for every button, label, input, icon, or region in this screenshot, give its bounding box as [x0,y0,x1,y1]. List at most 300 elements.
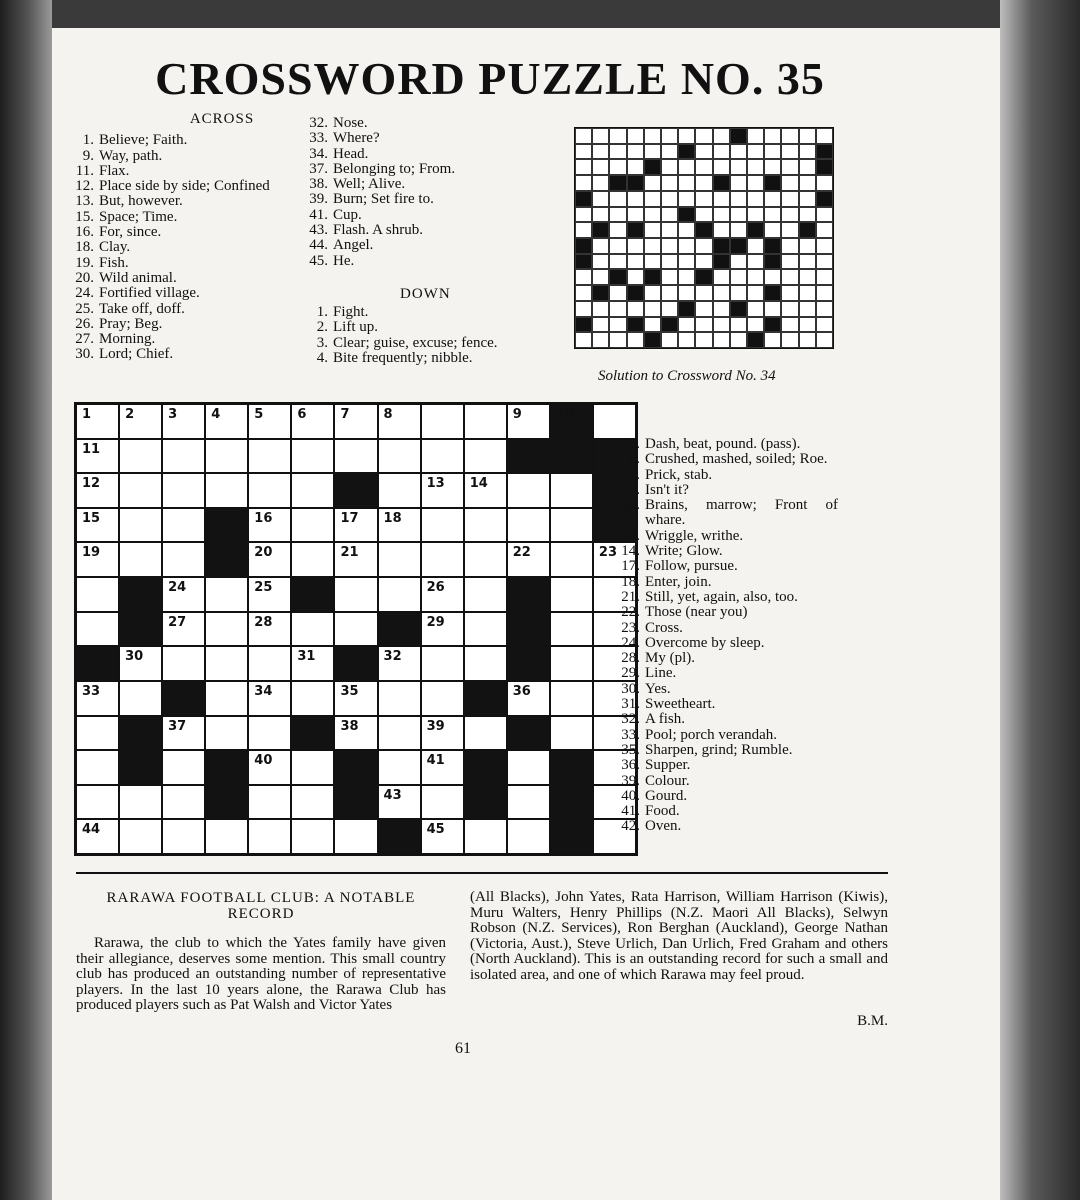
solution-cell [781,285,798,301]
grid-clue-number: 9 [512,407,522,422]
clue-text: Oven. [645,818,682,835]
solution-cell [609,159,626,175]
grid-cell[interactable] [464,577,507,612]
clue-item [618,682,838,697]
grid-cell[interactable] [464,404,507,439]
solution-cell [764,191,781,207]
grid-cell[interactable] [248,404,291,439]
solution-cell [678,269,695,285]
solution-cell-black [764,175,781,191]
grid-cell-black [205,542,248,577]
grid-cell[interactable] [248,439,291,474]
grid-clue-number: 37 [168,718,187,734]
grid-cell[interactable] [248,681,291,716]
grid-cell[interactable] [291,819,334,854]
across-clues-continued [306,116,546,269]
solution-cell [592,254,609,270]
grid-cell[interactable] [291,681,334,716]
grid-cell[interactable] [76,542,119,577]
grid-cell[interactable] [119,819,162,854]
grid-cell[interactable] [464,819,507,854]
grid-clue-number: 8 [383,407,393,422]
grid-cell[interactable] [334,819,377,854]
solution-cell [730,285,747,301]
solution-cell [695,175,712,191]
clue-text: Way, path. [99,147,163,164]
solution-cell [678,254,695,270]
grid-cell[interactable] [378,750,421,785]
grid-cell[interactable] [119,508,162,543]
clue-number: 13. [75,193,94,210]
grid-cell[interactable] [378,439,421,474]
grid-cell[interactable] [119,404,162,439]
clue-item [618,712,838,727]
solution-cell [730,175,747,191]
solution-cell [695,301,712,317]
solution-cell-black [695,222,712,238]
clue-number: 39. [309,191,328,208]
grid-cell[interactable] [76,612,119,647]
grid-cell[interactable] [378,508,421,543]
solution-cell-black [644,332,661,348]
solution-cell [799,254,816,270]
solution-cell [764,144,781,160]
grid-cell[interactable] [507,681,550,716]
grid-cell[interactable] [205,819,248,854]
grid-cell[interactable] [421,646,464,681]
grid-cell[interactable] [421,612,464,647]
clue-item [618,804,838,819]
solution-cell [575,285,592,301]
solution-cell-black [713,175,730,191]
clue-text: Place side by side; Confined [99,178,270,195]
grid-clue-number: 24 [168,580,187,596]
clue-number: 39. [621,772,640,789]
grid-cell[interactable] [507,819,550,854]
grid-cell[interactable] [76,819,119,854]
solution-cell-black [816,144,833,160]
solution-cell [678,175,695,191]
grid-cell[interactable] [205,473,248,508]
clue-text: Crushed, mashed, soiled; Roe. [645,451,828,468]
grid-cell[interactable] [378,473,421,508]
grid-cell-black [550,404,593,439]
grid-cell[interactable] [291,750,334,785]
solution-cell [627,144,644,160]
grid-cell[interactable] [76,716,119,751]
grid-cell-black [119,612,162,647]
grid-cell[interactable] [334,542,377,577]
solution-cell [730,191,747,207]
grid-cell[interactable] [248,508,291,543]
scan-left-edge [0,0,52,1200]
grid-cell-black [334,646,377,681]
grid-cell[interactable] [76,508,119,543]
solution-cell [799,238,816,254]
grid-cell[interactable] [119,785,162,820]
clue-number: 19. [75,254,94,271]
clue-item [306,336,556,351]
grid-clue-number: 30 [125,649,144,665]
solution-cell [781,222,798,238]
solution-cell [627,254,644,270]
grid-clue-number: 43 [383,787,402,803]
grid-cell-black [334,473,377,508]
grid-cell-black [119,750,162,785]
solution-cell [592,144,609,160]
grid-cell[interactable] [334,612,377,647]
grid-clue-number: 36 [512,683,531,699]
article-heading: RARAWA FOOTBALL CLUB: A NOTABLE RECORD [106,890,416,922]
clue-number: 1. [316,304,328,320]
solution-cell [627,332,644,348]
clue-text: Prick, stab. [645,466,713,483]
grid-cell[interactable] [205,716,248,751]
clue-number: 3. [316,334,328,351]
grid-clue-number: 18 [383,510,402,526]
solution-cell [747,301,764,317]
grid-cell[interactable] [464,612,507,647]
solution-cell [609,238,626,254]
grid-cell[interactable] [334,508,377,543]
clue-text: Sharpen, grind; Rumble. [645,741,793,758]
grid-cell[interactable] [162,750,205,785]
solution-cell-black [575,191,592,207]
solution-cell [816,301,833,317]
solution-cell [678,128,695,144]
solution-cell [661,159,678,175]
clue-number: 5. [628,436,640,452]
grid-cell-black [507,646,550,681]
grid-cell[interactable] [76,439,119,474]
grid-cell[interactable] [378,716,421,751]
solution-cell [609,222,626,238]
clue-number: 33. [309,130,328,147]
solution-cell-black [627,222,644,238]
solution-cell-black [747,222,764,238]
clue-text: Morning. [99,331,156,348]
grid-cell[interactable] [162,819,205,854]
grid-clue-number: 10 [555,407,574,422]
grid-cell[interactable] [291,612,334,647]
grid-cell[interactable] [334,716,377,751]
solution-cell-black [575,238,592,254]
clue-text: Take off, doff. [99,300,185,317]
solution-cell [747,254,764,270]
grid-cell[interactable] [162,612,205,647]
grid-cell[interactable] [291,646,334,681]
grid-cell-black [334,785,377,820]
solution-cell-black [764,317,781,333]
solution-cell [609,332,626,348]
grid-cell-black [464,681,507,716]
grid-clue-number: 20 [254,545,273,561]
grid-cell[interactable] [421,681,464,716]
grid-cell-black [507,716,550,751]
grid-cell[interactable] [378,785,421,820]
grid-cell[interactable] [507,404,550,439]
clue-number: 37. [309,160,328,177]
solution-cell-black [644,159,661,175]
solution-cell [575,144,592,160]
clue-text: Flax. [99,162,130,179]
grid-cell[interactable] [76,750,119,785]
grid-cell[interactable] [248,577,291,612]
solution-cell [609,285,626,301]
grid-cell[interactable] [162,542,205,577]
grid-cell[interactable] [291,508,334,543]
solution-cell [816,128,833,144]
solution-cell-black [764,285,781,301]
solution-cell [592,301,609,317]
grid-cell[interactable] [378,404,421,439]
grid-cell[interactable] [76,785,119,820]
solution-cell [678,159,695,175]
solution-cell [609,191,626,207]
solution-cell [644,254,661,270]
grid-cell[interactable] [378,646,421,681]
grid-cell[interactable] [507,750,550,785]
grid-cell[interactable] [421,577,464,612]
solution-cell [747,144,764,160]
grid-cell[interactable] [205,577,248,612]
solution-cell [713,301,730,317]
clue-number: 23. [621,619,640,636]
solution-cell [713,191,730,207]
down-heading: DOWN [400,286,451,302]
grid-cell[interactable] [248,750,291,785]
grid-cell[interactable] [291,439,334,474]
solution-cell-black [713,238,730,254]
solution-cell [781,128,798,144]
grid-cell-black [334,750,377,785]
grid-cell[interactable] [334,577,377,612]
solution-cell [661,301,678,317]
grid-cell[interactable] [507,785,550,820]
clue-number: 27. [75,331,94,348]
solution-cell [695,207,712,223]
grid-cell[interactable] [334,681,377,716]
grid-cell[interactable] [378,577,421,612]
clue-number: 18. [75,239,94,256]
grid-cell[interactable] [421,542,464,577]
grid-cell[interactable] [550,612,593,647]
solution-cell [644,207,661,223]
solution-cell [644,128,661,144]
grid-cell[interactable] [334,439,377,474]
grid-cell[interactable] [291,404,334,439]
grid-cell[interactable] [248,612,291,647]
grid-cell[interactable] [291,542,334,577]
grid-cell[interactable] [205,612,248,647]
grid-cell[interactable] [162,404,205,439]
grid-cell[interactable] [119,646,162,681]
solution-cell [713,144,730,160]
grid-cell[interactable] [421,404,464,439]
grid-cell-black [378,612,421,647]
grid-cell[interactable] [593,404,636,439]
solution-cell [592,332,609,348]
grid-cell[interactable] [291,473,334,508]
solution-cell [661,238,678,254]
solution-cell [799,159,816,175]
solution-cell [661,207,678,223]
grid-cell[interactable] [162,577,205,612]
solution-cell [747,191,764,207]
grid-cell[interactable] [76,473,119,508]
solution-cell [575,175,592,191]
solution-cell-black [730,238,747,254]
grid-clue-number: 3 [168,407,178,422]
grid-cell[interactable] [119,681,162,716]
solution-cell [713,332,730,348]
solution-cell-black [609,175,626,191]
grid-cell[interactable] [334,404,377,439]
grid-cell[interactable] [248,716,291,751]
grid-cell[interactable] [76,404,119,439]
solution-cell [799,144,816,160]
solution-cell-black [799,222,816,238]
grid-clue-number: 5 [254,407,264,422]
grid-cell[interactable] [464,439,507,474]
grid-cell[interactable] [162,473,205,508]
clue-number: 17. [621,558,640,575]
grid-cell[interactable] [248,646,291,681]
solution-cell [661,191,678,207]
grid-clue-number: 14 [469,476,488,492]
grid-cell[interactable] [464,473,507,508]
grid-cell[interactable] [248,819,291,854]
grid-cell[interactable] [378,542,421,577]
grid-cell[interactable] [162,716,205,751]
grid-cell[interactable] [162,439,205,474]
grid-cell[interactable] [464,716,507,751]
clue-text: Nose. [333,115,368,131]
grid-cell[interactable] [76,681,119,716]
solution-cell [764,269,781,285]
clue-text: Colour. [645,772,690,789]
grid-cell[interactable] [119,542,162,577]
grid-clue-number: 27 [168,614,187,630]
clue-text: Belonging to; From. [333,160,456,177]
clue-number: 31. [621,696,640,713]
clue-text: Dash, beat, pound. (pass). [645,436,801,452]
solution-cell [730,317,747,333]
grid-cell[interactable] [205,646,248,681]
grid-cell[interactable] [464,542,507,577]
grid-cell[interactable] [162,508,205,543]
clue-text: Well; Alive. [333,176,406,193]
grid-cell[interactable] [421,819,464,854]
solution-cell-black [730,301,747,317]
clue-item [618,819,838,834]
grid-cell[interactable] [464,646,507,681]
grid-cell-black [119,716,162,751]
grid-cell[interactable] [291,785,334,820]
grid-cell[interactable] [464,508,507,543]
solution-cell [747,269,764,285]
grid-cell[interactable] [205,439,248,474]
grid-cell[interactable] [162,646,205,681]
grid-cell[interactable] [248,473,291,508]
solution-cell-black [764,254,781,270]
grid-cell[interactable] [550,716,593,751]
clue-text: Sweetheart. [645,696,716,713]
solution-cell-black [747,332,764,348]
grid-cell-black [291,716,334,751]
grid-cell[interactable] [507,508,550,543]
clue-text: Write; Glow. [645,543,723,560]
grid-cell[interactable] [162,785,205,820]
clue-number: 43. [309,222,328,239]
grid-cell[interactable] [205,404,248,439]
grid-cell[interactable] [421,750,464,785]
solution-cell [627,301,644,317]
solution-cell [747,285,764,301]
grid-cell-black [550,750,593,785]
grid-cell[interactable] [248,785,291,820]
solution-cell [781,254,798,270]
solution-cell [592,238,609,254]
solution-cell [747,238,764,254]
grid-cell[interactable] [119,473,162,508]
clue-text: Brains, marrow; Front of whare. [645,497,838,529]
grid-cell[interactable] [76,577,119,612]
grid-cell-black [507,439,550,474]
grid-cell[interactable] [378,681,421,716]
grid-cell[interactable] [119,439,162,474]
clue-text: But, however. [99,193,183,210]
solution-cell [781,175,798,191]
across-list-continued [306,116,546,269]
grid-cell[interactable] [550,542,593,577]
clue-item [306,147,546,162]
grid-cell[interactable] [421,473,464,508]
clue-item [618,666,838,681]
down-clues-continued [618,437,838,835]
clue-item [618,743,838,758]
clue-item [618,559,838,574]
solution-cell [781,317,798,333]
grid-clue-number: 7 [340,407,350,422]
grid-cell[interactable] [550,508,593,543]
clue-text: Cross. [645,619,683,636]
grid-cell[interactable] [550,646,593,681]
grid-clue-number: 17 [340,510,359,526]
grid-cell[interactable] [550,577,593,612]
grid-cell[interactable] [421,716,464,751]
solution-cell-black [627,175,644,191]
clue-number: 22. [621,604,640,621]
grid-cell[interactable] [550,681,593,716]
grid-cell[interactable] [421,785,464,820]
clue-number: 18. [621,573,640,590]
solution-cell [799,175,816,191]
grid-cell[interactable] [421,508,464,543]
grid-clue-number: 29 [426,614,445,630]
grid-cell[interactable] [248,542,291,577]
grid-cell[interactable] [507,473,550,508]
grid-cell[interactable] [205,681,248,716]
clue-text: Line. [645,665,677,682]
grid-cell[interactable] [507,542,550,577]
grid-cell[interactable] [421,439,464,474]
clue-number: 24. [75,285,94,302]
clue-number: 33. [621,726,640,743]
clue-number: 6. [628,451,640,468]
grid-cell[interactable] [550,473,593,508]
solution-cell [781,332,798,348]
